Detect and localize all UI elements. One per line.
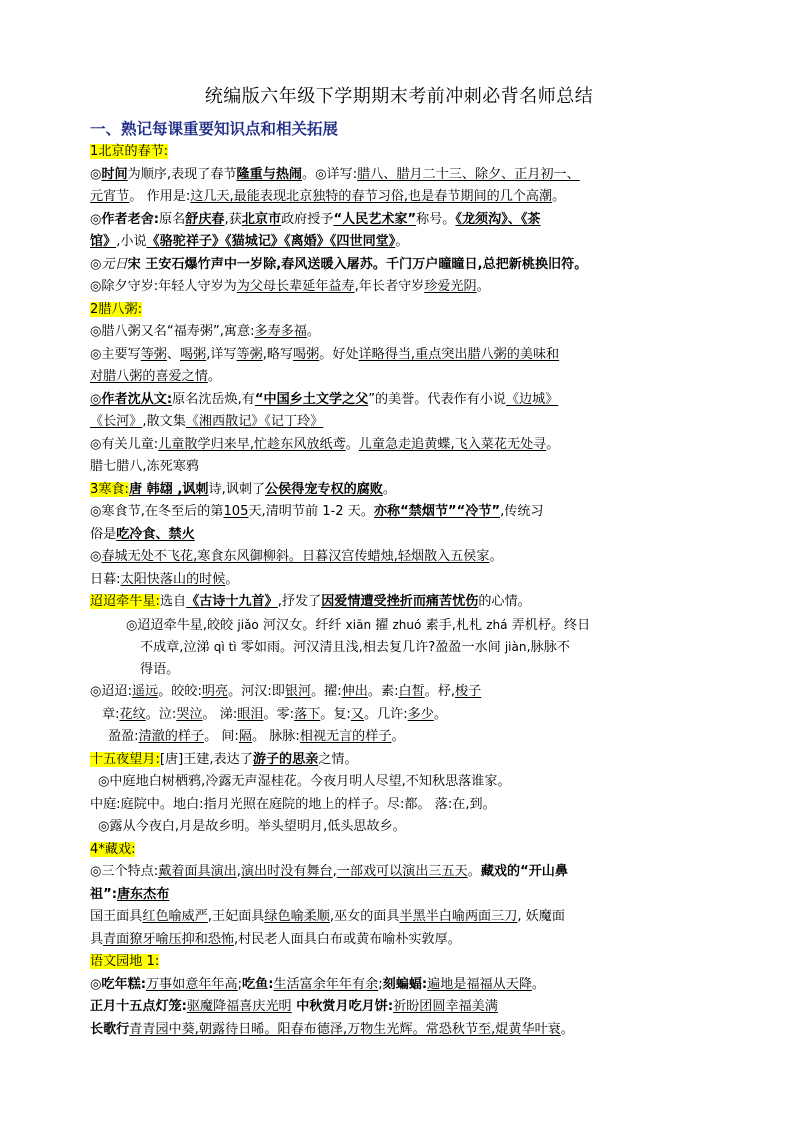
text-line [90, 614, 708, 637]
text-run: 天,清明节前 1-2 天。 [248, 504, 374, 519]
text-run: ,脉脉不 [526, 640, 570, 655]
section-heading: 一、熟记每课重要知识点和相关拓展 [90, 120, 339, 138]
lesson-tag-line [90, 951, 708, 974]
text-run: 。 [433, 706, 447, 722]
text-run: zhá [486, 617, 508, 632]
lesson-tag: 3寒食: [90, 481, 129, 497]
text-run: 。擢: [311, 684, 342, 699]
text-run: 。 [306, 324, 320, 339]
text-line [90, 389, 708, 412]
text-run: 。复: [320, 706, 351, 722]
text-run: 。 脉脉: [251, 729, 300, 744]
text-run: ”的美誉。代表作有小说 [368, 391, 506, 407]
text-run: 一部戏可以演出三五天 [336, 864, 468, 879]
text-run: jiàn [504, 640, 527, 654]
text-run: 公侯得宠专权的腐败 [265, 481, 383, 497]
text-run: 馆》 [90, 234, 117, 249]
text-run: 等粥 [140, 346, 167, 362]
text-line: ◎中庭地白树栖鸦,冷露无声湿桂花。今夜月明人尽望,不知秋思落谁家。 [98, 774, 511, 789]
text-run: 长歌行 [90, 1021, 130, 1037]
text-run: , [236, 864, 241, 879]
lesson-tag: 1北京的春节: [90, 144, 169, 159]
text-run: ◎ [90, 166, 102, 182]
text-line [90, 501, 708, 524]
text-line [90, 906, 708, 929]
text-run: ◎ [90, 256, 102, 272]
text-line [90, 164, 708, 187]
text-run: 多寿多福 [254, 324, 307, 339]
text-run: 等粥 [236, 346, 263, 362]
text-line [90, 929, 708, 952]
text-line [90, 254, 708, 277]
text-run: 舒庆春 [185, 211, 225, 227]
text-run: 《古诗十九首》 [186, 594, 278, 609]
text-run: 刻蝙蝠: [382, 976, 428, 992]
text-run: 。素: [367, 684, 399, 699]
text-line [90, 726, 708, 749]
text-line: 腊七腊八,冻死寒鸦 [90, 459, 199, 474]
text-line: 得语。 [140, 661, 180, 677]
text-run: 中秋赏月吃月饼: [291, 999, 394, 1014]
text-run: 青面獠牙喻压抑和恐怖 [103, 931, 235, 947]
text-run: 。杼, [424, 684, 456, 699]
text-run: 半黑半白喻两面三刀 [399, 909, 518, 924]
text-run: 。皎皎: [158, 684, 202, 699]
text-run: 105 [223, 504, 249, 519]
text-run: 隆重与热闹 [236, 166, 303, 182]
document-page [90, 84, 708, 1041]
text-run: 。 涕: [202, 706, 238, 722]
text-run: 清澈的样子 [138, 729, 205, 744]
text-run: 藏戏的“开山鼻 [480, 864, 568, 879]
text-run: 。 [546, 436, 560, 452]
text-run: 的心情。 [478, 594, 531, 609]
text-run: ◎除夕守岁:年轻人守岁为 [90, 279, 237, 294]
text-run: 。 [207, 369, 221, 384]
text-run: 元宵节 [90, 189, 130, 204]
text-line [90, 861, 708, 884]
text-run: 太阳快落山的时候 [120, 571, 226, 587]
text-line [90, 749, 708, 772]
text-run: ,抒发了 [277, 594, 322, 609]
text-run: 儿童急走追黄蝶,飞入菜花无处寻 [358, 436, 547, 452]
text-run: ◎吃年糕: [90, 976, 146, 992]
text-run: ,获 [224, 211, 242, 227]
text-run: ◎ [90, 549, 102, 564]
text-line [90, 344, 708, 367]
lesson-tag: 十五夜望月: [90, 751, 160, 767]
text-run: 青青园中葵,朝露待日晞。阳春布德泽,万物生光辉。常恐秋节至,焜黄华叶衰 [129, 1021, 561, 1037]
text-line [90, 524, 708, 547]
text-run: 。零: [263, 706, 295, 722]
text-run: ,巫女的面具 [329, 909, 400, 924]
text-run: 对腊八粥的喜爱之情 [90, 369, 208, 384]
text-run: 为父母长辈延年益寿 [236, 279, 355, 294]
text-run: ,传统习 [500, 504, 544, 519]
text-run: ,略写 [262, 346, 294, 362]
text-run: jiǎo [237, 617, 259, 632]
text-run: ; [378, 976, 383, 992]
text-run: 演出时没有舞台 [240, 864, 333, 879]
text-run: 北京市 [241, 211, 282, 227]
text-run: 为顺序,表现了春节 [127, 166, 237, 182]
text-run: 。 [560, 1021, 574, 1037]
text-run: xiān [345, 617, 372, 632]
text-run: 唐 韩翃 ,讽刺 [128, 481, 209, 497]
text-run: 绿色喻柔顺 [264, 909, 330, 924]
text-run: 擢 [371, 617, 393, 633]
text-run: 弄机杼。终日 [507, 617, 591, 633]
text-run: 。 [391, 729, 405, 744]
lesson-tag: 语文园地 1: [90, 954, 160, 969]
text-run: 喝粥 [180, 346, 207, 362]
text-run: 章: [102, 706, 120, 722]
lesson-tag-line [90, 839, 708, 862]
text-run: ; [237, 976, 243, 992]
text-run: 。泣: [145, 706, 177, 722]
text-run: 盈盈: [108, 729, 139, 744]
text-run: ◎有关儿童: [90, 436, 159, 452]
text-line [90, 209, 708, 232]
text-run: 眼泪 [237, 706, 264, 722]
text-run: 《龙须沟》、《茶 [455, 211, 541, 227]
text-run: 祈盼团圆幸福美满 [393, 999, 498, 1014]
text-run: ◎寒食节,在冬至后的第 [90, 504, 224, 519]
text-run: ◎作者沈从文: [90, 391, 173, 407]
text-run: ◎腊八粥又名“福寿粥”,寓意: [90, 324, 255, 339]
lesson-tag: 2腊八粥: [90, 301, 143, 317]
text-line [90, 636, 708, 659]
text-run: 零如雨。河汉清且浅,相去复几许?盈盈一水间 [236, 640, 505, 655]
text-line: ◎露从今夜白,月是故乡明。举头望明月,低头思故乡。 [98, 819, 406, 834]
text-run: [唐]王建,表达了 [159, 751, 253, 767]
text-run: 腊八、腊月二十三、除夕、正月初一、 [357, 166, 580, 182]
text-run: 驱魔降福喜庆光明 [186, 999, 292, 1014]
text-line [90, 366, 708, 389]
text-run: ,小说 [116, 234, 147, 249]
text-run: 选自 [159, 594, 187, 609]
text-run: 时间 [101, 166, 128, 182]
text-line [90, 231, 708, 254]
text-run: 因爱情遭受挫折而痛苦忧伤 [321, 594, 479, 609]
lesson-tag: 4*藏戏: [90, 841, 136, 857]
text-line [90, 681, 708, 704]
text-run: 诗,讽刺了 [208, 481, 266, 497]
text-run: 《骆驼祥子》《猫城记》《离婚》《四世同堂》 [146, 234, 396, 249]
text-run: 儿童散学归来早,忙趁东风放纸鸢 [158, 436, 346, 452]
text-run: 万事如意年年高 [145, 976, 238, 992]
text-run: 相视无言的样子 [299, 729, 392, 744]
text-run: ◎迢迢牵牛星,皎皎 [126, 617, 238, 633]
text-run: ◎主要写 [90, 346, 141, 362]
text-run: 隔 [238, 729, 252, 744]
text-line [90, 321, 708, 344]
text-run: 。几许: [363, 706, 408, 722]
text-run: 、 [166, 346, 180, 362]
lesson-tag: 迢迢牵牛星: [90, 594, 160, 609]
text-run: 生活富余年年有余 [273, 976, 379, 992]
text-run: 素手,札札 [421, 617, 487, 633]
text-run: 《长河》 [90, 414, 143, 429]
text-run: 。 作用是: [129, 189, 191, 204]
text-run: 河汉女。纤纤 [258, 617, 346, 633]
text-run: ,详写 [206, 346, 237, 362]
text-line [90, 569, 708, 592]
text-run: 《边城》 [505, 391, 559, 407]
text-line [90, 704, 708, 727]
text-run: 俗是 [90, 526, 117, 542]
text-run: 。 间: [204, 729, 239, 744]
text-line [90, 1019, 708, 1042]
text-run: 正月十五点灯笼: [90, 999, 187, 1014]
text-run: , 妖魔面 [517, 909, 565, 924]
text-run: ◎三个特点: [90, 864, 159, 879]
text-run: 。 [467, 864, 481, 879]
text-run: 遥远 [132, 684, 159, 699]
text-run: ,村民老人面具白布或黄布喻朴实敦厚。 [234, 931, 461, 947]
text-run: 花纹 [119, 706, 146, 722]
text-run: 。河汉:即 [228, 684, 285, 699]
text-run: 吃鱼: [242, 976, 274, 992]
text-run: 。 [395, 234, 409, 249]
text-run: 红色喻威严 [142, 909, 208, 924]
text-run: 遍地是福福从天降 [427, 976, 532, 992]
text-run: 。 [552, 189, 566, 204]
lesson-tag-line [90, 299, 708, 322]
text-run: “中国乡土文学之父 [254, 391, 369, 407]
text-line [90, 411, 708, 434]
text-line [90, 276, 708, 299]
text-run: 游子的思亲 [252, 751, 319, 767]
text-run: 祖”: [90, 886, 117, 902]
text-run: 日暮: [90, 571, 121, 587]
text-run: 《湘西散记》《记丁玲》 [185, 414, 324, 429]
text-run: 。好处 [319, 346, 359, 362]
text-run: ,王妃面具 [207, 909, 265, 924]
text-run: 珍爱光阴 [424, 279, 477, 294]
text-run: 春城无处不飞花,寒食东风御柳斜。日暮汉宫传蜡烛,轻烟散入五侯家 [101, 549, 490, 564]
text-run: 戴着面具演出 [158, 864, 237, 879]
text-run: 又 [350, 706, 364, 722]
lesson-tag-line [90, 141, 708, 164]
text-run: 。◎详写: [302, 166, 358, 182]
text-line [90, 884, 708, 907]
text-run: 。 [531, 976, 546, 992]
text-run: 明亮 [201, 684, 229, 699]
text-run: 唐东杰布 [116, 886, 170, 902]
text-run: 国王面具 [90, 909, 143, 924]
text-run: 哭泣 [176, 706, 203, 722]
text-run: 梭子 [455, 684, 482, 699]
text-run: 称号。 [416, 211, 456, 227]
text-run: 原名 [159, 211, 186, 227]
text-run: 详略得当,重点突出腊八粥的美味和 [358, 346, 560, 362]
text-run: qì tì [213, 640, 237, 654]
text-run: 政府授予 [281, 211, 334, 227]
text-run: 喝粥 [293, 346, 320, 362]
text-run: 银河 [284, 684, 312, 699]
text-run: 之情。 [318, 751, 358, 767]
text-run: zhuó [392, 617, 422, 632]
text-run: , [332, 864, 337, 879]
text-run: 具 [90, 931, 104, 947]
page-title: 统编版六年级下学期期末考前冲刺必背名师总结 [204, 86, 594, 107]
text-run: ,年长者守岁 [354, 279, 425, 294]
text-run: 这几天,最能表现北京独特的春节习俗,也是春节期间的几个高潮 [190, 189, 553, 204]
text-run: 亦称“禁烟节”“冷节” [373, 504, 501, 519]
text-line [90, 479, 708, 502]
text-line [90, 546, 708, 569]
text-line [90, 434, 708, 457]
text-run: 多少 [407, 706, 434, 722]
text-run: 吃冷食、禁火 [116, 526, 195, 542]
text-line: 中庭:庭院中。地白:指月光照在庭院的地上的样子。尽:都。 落:在,到。 [90, 796, 496, 812]
text-run: 。 [476, 279, 490, 294]
text-run: 落下 [294, 706, 321, 722]
text-run: ◎迢迢: [90, 684, 133, 699]
text-line [90, 186, 708, 209]
text-run: 原名沈岳焕,有 [172, 391, 255, 407]
text-line [90, 974, 708, 997]
text-run: 元日 [101, 256, 128, 272]
text-run: 白皙 [398, 684, 425, 699]
text-run: 不成章,泣涕 [140, 640, 214, 655]
text-run: ◎作者老舍: [90, 211, 160, 227]
text-run: 。 [489, 549, 503, 564]
text-line [90, 591, 708, 614]
text-run: 伸出 [341, 684, 368, 699]
text-run: ,散文集 [142, 414, 186, 429]
text-run: “人民艺术家” [333, 211, 417, 227]
text-run: 。 [382, 481, 396, 497]
text-line [90, 996, 708, 1019]
text-run: 。 [345, 436, 359, 452]
text-run: 。 [225, 571, 239, 587]
text-run: 宋 王安石爆竹声中一岁除,春风送暖入屠苏。千门万户曈曈日,总把新桃换旧符。 [127, 256, 588, 272]
